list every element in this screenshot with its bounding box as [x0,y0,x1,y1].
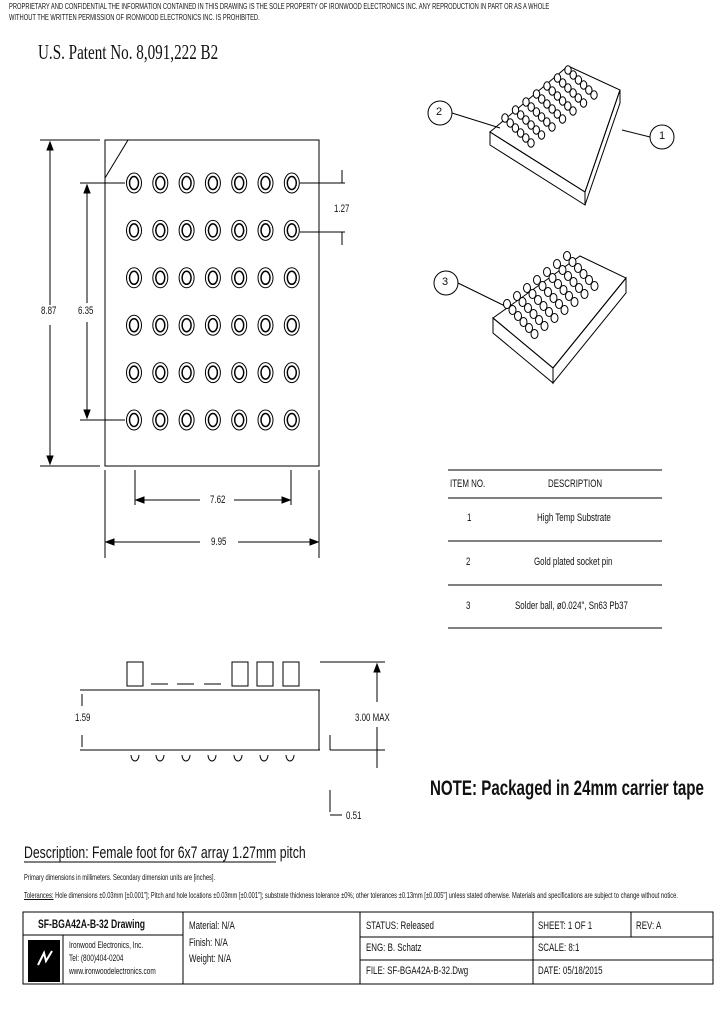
iso-ball [571,298,578,307]
dim-width: 9.95 [211,536,227,548]
socket-pin [205,268,220,288]
socket-pin [258,363,273,383]
iso-pin-array [502,66,597,147]
engineer: ENG: B. Schatz [366,942,422,954]
socket-pin [284,173,299,193]
scale: SCALE: 8:1 [538,942,580,954]
socket-pin [205,315,220,335]
callout-2-label: 2 [436,106,443,118]
company-web: www.ironwoodelectronics.com [69,966,156,976]
iso-pin [549,123,555,131]
bom-row-2-description: Gold plated socket pin [534,556,613,568]
bom-row-2-item: 2 [466,556,471,568]
bom-header-description: DESCRIPTION [548,478,603,490]
socket-pin [232,268,247,288]
bom-header-item: ITEM NO. [450,478,486,490]
socket-pin [179,220,194,240]
socket-pin [127,173,142,193]
socket-pin [205,220,220,240]
iso-ball [561,306,568,315]
iso-pin [580,99,586,107]
iso-ball [541,322,548,331]
finish: Finish: N/A [189,937,228,949]
company-name: Ironwood Electronics, Inc. [69,940,144,950]
socket-pin [153,315,168,335]
socket-pin [284,220,299,240]
dim-height: 8.87 [41,305,57,317]
socket-pin [127,220,142,240]
file-name: FILE: SF-BGA42A-B-32.Dwg [366,965,469,977]
socket-pin [127,268,142,288]
socket-pin [284,363,299,383]
dim-inner-height: 6.35 [78,305,94,317]
socket-pin [258,410,273,430]
patent-number: U.S. Patent No. 8,091,222 B2 [38,40,219,64]
bom-row-3-item: 3 [466,600,471,612]
callout-3-label: 3 [442,276,449,288]
socket-pin [258,220,273,240]
date: DATE: 05/18/2015 [538,965,603,977]
socket-pin [179,268,194,288]
socket-pin [232,410,247,430]
pin-grid [127,173,300,430]
tolerances-label: Tolerances: [24,891,54,900]
weight: Weight: N/A [189,953,232,965]
socket-pin [284,315,299,335]
iso-pin [570,107,576,115]
proprietary-notice: PROPRIETARY AND CONFIDENTIAL THE INFORMATION CONTAINED IN THIS DRAWING IS THE SOLE PROPERTY OF IRONWOOD ELECTRONICS INC. ANY REPRODUCTION IN PART OR AS A WHOLE [9,2,550,11]
socket-pin [127,363,142,383]
packaging-note: NOTE: Packaged in 24mm carrier tape [430,777,704,800]
socket-pin [232,173,247,193]
dim-pitch: 1.27 [334,203,350,215]
description-title: Description: Female foot for 6x7 array 1.27mm pitch [24,843,306,862]
socket-pin [153,363,168,383]
iso-ball-array [504,252,599,339]
dim-inner-width: 7.62 [210,494,226,506]
socket-pin [284,410,299,430]
socket-pin [205,410,220,430]
callout-1-label: 1 [659,130,666,142]
socket-pin [284,268,299,288]
company-phone: Tel: (800)404-0204 [69,953,124,963]
socket-pin [153,268,168,288]
dim-substrate: 1.59 [75,712,91,724]
sheet: SHEET: 1 OF 1 [538,920,593,932]
socket-pin [153,220,168,240]
material: Material: N/A [189,920,235,932]
iso-ball [531,330,538,339]
socket-pin [258,173,273,193]
socket-pin [179,315,194,335]
dim-max-height: 3.00 MAX [355,712,390,724]
socket-pin [153,173,168,193]
iso-pin [538,131,544,139]
socket-pin [179,363,194,383]
proprietary-notice-2: WITHOUT THE WRITTEN PERMISSION OF IRONWOOD ELECTRONICS INC. IS PROHIBITED. [9,13,260,22]
status: STATUS: Released [366,920,434,932]
socket-pin [205,363,220,383]
tolerances-note [24,891,678,900]
dim-ball: 0.51 [346,810,362,822]
company-logo [28,940,60,982]
socket-pin [127,315,142,335]
bom-row-1-item: 1 [467,512,472,524]
units-note: Primary dimensions in millimeters. Secondary dimension units are [inches]. [24,873,216,882]
revision: REV: A [636,920,662,932]
top-view-chamfer [105,140,128,178]
socket-pin [258,268,273,288]
socket-pin [179,173,194,193]
socket-pin [205,173,220,193]
iso-pin [591,91,597,99]
socket-pin [232,315,247,335]
iso-ball [581,290,588,299]
iso-ball [591,282,598,291]
iso-ball [551,314,558,323]
socket-pin [179,410,194,430]
iso-pin [528,139,534,147]
socket-pin [153,410,168,430]
bom-row-1-description: High Temp Substrate [537,512,611,524]
tolerances-text: Hole dimensions ±0.03mm [±0.001"]; Pitch and hole locations ±0.03mm [±0.001"]; substrate thickness tolerance ±0%; other tolerances ±0.13mm [±0.005"] unless stated otherwise. Materials and specifications are subject to change without notice. [55,891,678,900]
socket-pin [258,315,273,335]
drawing-name: SF-BGA42A-B-32 Drawing [38,917,146,931]
socket-pin [232,363,247,383]
socket-pin [232,220,247,240]
socket-pin [127,410,142,430]
bom-row-3-description: Solder ball, ø0.024", Sn63 Pb37 [515,600,628,612]
iso-pin [559,115,565,123]
